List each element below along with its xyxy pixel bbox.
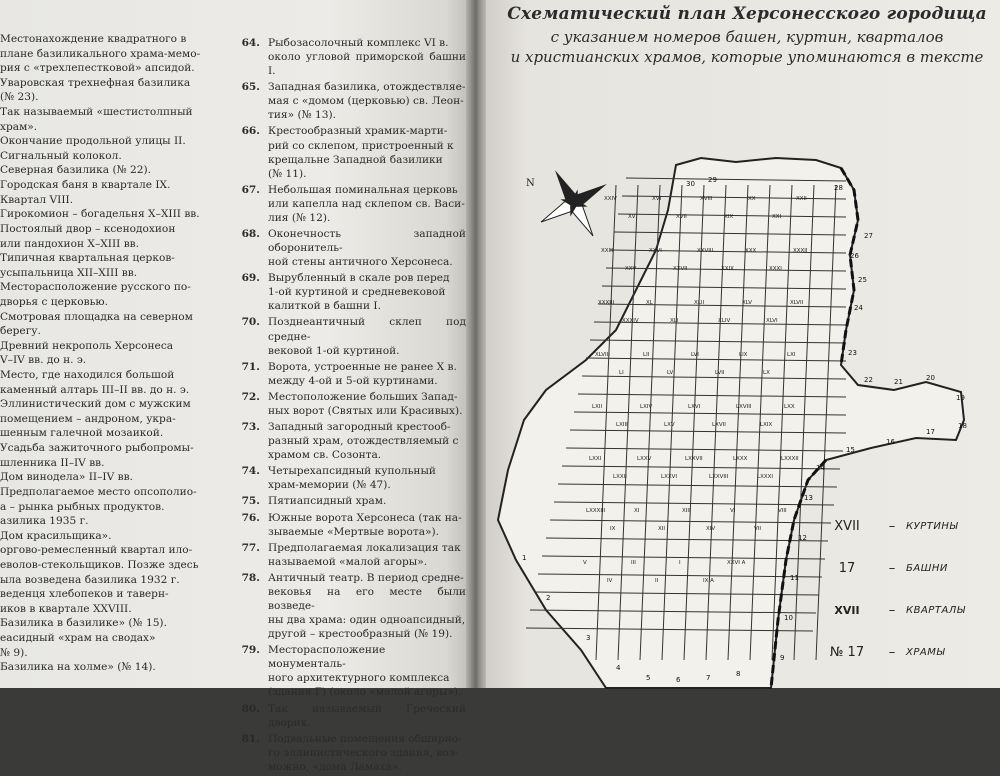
tower-number: 20: [926, 374, 935, 382]
block-label: LXX: [784, 404, 795, 410]
block-label: LXIII: [616, 422, 628, 428]
block-label: XVIII: [700, 196, 713, 202]
legend-symbol: XVII: [834, 518, 860, 534]
block-label: XIII: [682, 508, 691, 514]
text-line: Дом винодела» II–IV вв.: [0, 471, 133, 484]
list-item-text: Небольшая поминальная церковь или капелла над склепом св. Васи- лия (№ 12).: [268, 183, 465, 224]
legend-dash: –: [888, 560, 896, 576]
tower-number: 13: [804, 494, 813, 502]
legend-dash: –: [888, 602, 896, 618]
tower-number: 11: [790, 574, 799, 582]
text-line: усыпальница XII–XIII вв.: [0, 266, 138, 279]
text-line: или пандохион X–XIII вв.: [0, 237, 139, 250]
block-label: XXVIII: [697, 248, 714, 254]
list-item-text: Подвальные помещения обширно- го эллинистического здания, воз- можно, «дома Ламаха».: [268, 732, 462, 773]
list-item: [222, 271, 466, 313]
list-item-number: 72.: [241, 390, 260, 403]
text-line: Место, где находился большой: [0, 369, 175, 382]
left-column-continuation: [0, 32, 201, 675]
text-line: орговo-ремесленный квартал ило-: [0, 544, 193, 557]
tower-number: 24: [854, 304, 863, 312]
map-legend: [816, 505, 996, 673]
tower-number: 16: [886, 438, 895, 446]
block-label: LXXVI: [661, 474, 677, 480]
list-item-number: 70.: [241, 316, 260, 329]
text-line: рия с «трехлепестковой» апсидой.: [0, 62, 195, 75]
text-line: V–IV вв. до н. э.: [0, 354, 87, 367]
block-label: LIX: [739, 352, 748, 358]
list-item-text: Западная базилика, отождествляе- мая с «домом (церковью) св. Леон- тия» (№ 13).: [268, 81, 466, 122]
block-label: LXXXII: [781, 456, 799, 462]
left-column-numbered-list: [222, 36, 466, 776]
block-label: XVI: [652, 196, 662, 202]
block-label: XIV: [706, 526, 716, 532]
list-item-text: Рыбозасолочный комплекс VI в. около угловой приморской башни I.: [268, 37, 466, 78]
block-label: LXV: [664, 422, 675, 428]
block-label: LXXII: [613, 474, 627, 480]
block-label: XXVI: [649, 248, 662, 254]
text-line: каменный алтарь III–II вв. до н. э.: [0, 383, 190, 396]
tower-number: 3: [586, 634, 591, 642]
block-label: XXX: [745, 248, 757, 254]
block-label: LXIV: [640, 404, 653, 410]
block-label: LI: [619, 370, 624, 376]
block-label: LV: [667, 370, 674, 376]
block-label: LXXI: [589, 456, 602, 462]
list-item-text: Четырехапсидный купольный храм-мемории (№ 47).: [268, 465, 436, 492]
block-label: XXXIV: [622, 318, 639, 324]
tower-number: 14: [816, 464, 825, 472]
text-line: веденця хлебопеков и таверн-: [0, 588, 169, 601]
block-label: VI: [730, 508, 736, 514]
text-line: Так называемый «шестистолпный: [0, 106, 193, 119]
block-label: XL: [646, 300, 653, 306]
text-line: Базилика в базилике» (№ 15).: [0, 617, 167, 630]
text-line: еволов-стекольщиков. Позже здесь: [0, 558, 199, 571]
text-line: ыла возведена базилика 1932 г.: [0, 573, 180, 586]
text-line: Эллинистический дом с мужским: [0, 398, 191, 411]
text-line: дворья с церковью.: [0, 295, 108, 308]
text-line: азилика 1935 г.: [0, 515, 89, 528]
tower-number: 8: [736, 670, 741, 678]
list-item-text: Крестообразный храмик-марти- рий со склепом, пристроенный к крещальне Западной базилики (№ 11).: [268, 125, 454, 180]
block-label: LXXXIII: [586, 508, 606, 514]
text-line: Типичная квартальная церков-: [0, 252, 175, 265]
tower-number: 4: [616, 664, 621, 672]
list-item: [222, 541, 466, 569]
block-label: XX: [748, 196, 756, 202]
block-label: LXIX: [760, 422, 773, 428]
text-line: а – рынка рыбных продуктов.: [0, 500, 165, 513]
legend-dash: –: [888, 644, 896, 660]
block-label: LXVIII: [736, 404, 752, 410]
block-label: XLII: [694, 300, 705, 306]
block-label: LXXXI: [757, 474, 773, 480]
right-page: [486, 0, 1000, 688]
list-item-number: 73.: [241, 421, 260, 434]
list-item-number: 78.: [241, 571, 260, 584]
block-label: XXIX: [721, 266, 734, 272]
tower-number: 18: [958, 422, 967, 430]
tower-number: 22: [864, 376, 873, 384]
block-label: LXXVIII: [709, 474, 729, 480]
tower-number: 19: [956, 394, 965, 402]
block-label: LXII: [592, 404, 603, 410]
block-label: VII: [754, 526, 762, 532]
list-item-number: 65.: [241, 81, 260, 94]
list-item-number: 66.: [241, 125, 260, 138]
text-line: шенным галечной мозаикой.: [0, 427, 164, 440]
tower-number: 2: [546, 594, 551, 602]
list-item-number: 68.: [241, 228, 260, 241]
list-item: [222, 571, 466, 641]
list-item-number: 76.: [241, 511, 260, 524]
text-line: Гирокомион – богадельня X–XIII вв.: [0, 208, 200, 221]
legend-symbol: № 17: [829, 644, 865, 660]
list-item-number: 77.: [241, 541, 260, 554]
block-label: XXXII: [793, 248, 808, 254]
list-item-number: 64.: [241, 37, 260, 49]
list-item-text: Так называемый Греческий дворик.: [268, 702, 466, 729]
list-item: [222, 420, 466, 462]
block-label: LXVI: [688, 404, 701, 410]
text-line: Древний некрополь Херсонеса: [0, 339, 174, 352]
block-label: LX: [763, 370, 770, 376]
list-item-number: 75.: [241, 495, 260, 508]
list-item-text: Вырубленный в скале ров перед 1-ой куртиной и средневековой калиткой в башни I.: [268, 272, 450, 313]
block-label: XLIV: [718, 318, 731, 324]
block-label: XXIV: [604, 196, 617, 202]
tower-number: 15: [846, 446, 855, 454]
block-label: XLVI: [766, 318, 778, 324]
block-label: XV: [628, 214, 636, 220]
map-title-line-1: Схематический план Херсонесского городища: [507, 4, 987, 24]
block-label: LXVII: [712, 422, 726, 428]
list-item-number: 81.: [241, 732, 260, 745]
legend-symbol: 17: [838, 560, 856, 576]
map-title-line-2: с указанием номеров башен, куртин, кварталов: [550, 28, 944, 46]
block-label: XLI: [670, 318, 679, 324]
text-line: Сигнальный колокол.: [0, 149, 122, 162]
text-line: Постоялый двор – ксенодохион: [0, 222, 176, 235]
block-label: LXXX: [733, 456, 748, 462]
block-label: XII: [658, 526, 666, 532]
tower-number: 27: [864, 232, 873, 240]
block-label: XLV: [742, 300, 752, 306]
list-item: [222, 732, 466, 774]
text-line: Месторасположение русского по-: [0, 281, 191, 294]
text-line: иков в квартале XXVIII.: [0, 602, 132, 615]
compass-rose-icon: [522, 151, 626, 255]
block-label: XIX: [724, 214, 734, 220]
text-line: Уваровская трехнефная базилика: [0, 76, 191, 89]
block-label: III: [631, 560, 636, 566]
text-line: № 9).: [0, 646, 28, 659]
text-line: берегу.: [0, 325, 41, 338]
block-label: XVII: [676, 214, 687, 220]
block-label: XXVI A: [727, 560, 746, 566]
legend-dash: –: [888, 518, 896, 534]
block-label: XLVII: [790, 300, 804, 306]
block-label: XXV: [625, 266, 637, 272]
legend-label: БАШНИ: [906, 562, 948, 574]
list-item-number: 69.: [241, 272, 260, 285]
block-label: LXXVII: [685, 456, 703, 462]
block-label: V: [583, 560, 587, 566]
block-label: XLVIII: [595, 352, 610, 358]
list-item: [222, 183, 466, 225]
tower-number: 30: [686, 180, 695, 188]
tower-number: 29: [708, 176, 717, 184]
list-item-number: 80.: [241, 702, 260, 715]
list-item: [222, 124, 466, 180]
tower-number: 28: [834, 184, 843, 192]
list-item: [222, 80, 466, 122]
text-line: (№ 23).: [0, 91, 39, 104]
text-line: помещением – андроном, укра-: [0, 412, 176, 425]
tower-number: 12: [798, 534, 807, 542]
block-label: VIII: [778, 508, 787, 514]
list-item-text: Оконечность западной оборонитель- ной стены античного Херсонеса.: [268, 228, 466, 269]
legend-label: ХРАМЫ: [906, 646, 946, 658]
block-label: XXIII: [601, 248, 614, 254]
list-item-text: Местоположение больших Запад- ных ворот (Святых или Красивых).: [268, 390, 463, 417]
list-item-text: Южные ворота Херсонеса (так на- зываемые «Мертвые ворота»).: [268, 511, 462, 538]
legend-row-churches: [816, 631, 996, 673]
block-label: XXVII: [673, 266, 688, 272]
block-label: XXXI: [769, 266, 782, 272]
list-item: [222, 511, 466, 539]
block-label: I: [679, 560, 681, 566]
block-label: IX: [610, 526, 616, 532]
tower-number: 17: [926, 428, 935, 436]
list-item: [222, 227, 466, 269]
block-label: IX A: [703, 578, 714, 584]
text-line: Окончание продольной улицы II.: [0, 135, 186, 148]
list-item-text: Западный загородный крестооб- разный храм, отождествляемый с храмом св. Созонта.: [268, 421, 459, 462]
list-item: [222, 360, 466, 388]
book-gutter: [466, 0, 488, 688]
list-item: [222, 702, 466, 730]
text-line: шленника II–IV вв.: [0, 456, 105, 469]
legend-row-towers: [816, 547, 996, 589]
legend-symbol: XVII: [834, 603, 860, 617]
tower-number: 21: [894, 378, 903, 386]
list-item: [222, 390, 466, 418]
list-item-text: Пятиапсидный храм.: [268, 495, 387, 508]
list-item-text: Античный театр. В период средне- вековья на его месте были возведе- ны два храма: один одноапсидный, другой – крестообразный (№ 19).: [268, 571, 466, 641]
block-label: LVII: [715, 370, 725, 376]
text-line: Городская баня в квартале IX.: [0, 179, 171, 192]
text-line: храм».: [0, 120, 38, 133]
list-item-text: Предполагаемая локализация так называемой «малой агоры».: [268, 541, 461, 568]
tower-number: 9: [780, 654, 785, 662]
block-label: IV: [607, 578, 613, 584]
legend-row-blocks: [816, 589, 996, 631]
tower-number: 7: [706, 674, 711, 682]
block-label: II: [655, 578, 659, 584]
block-label: XXII: [796, 196, 807, 202]
block-label: LXXV: [637, 456, 652, 462]
block-label: LII: [643, 352, 650, 358]
text-line: Квартал VIII.: [0, 193, 74, 206]
block-label: XI: [634, 508, 640, 514]
map-title-line-3: и христианских храмов, которые упоминаются в тексте: [510, 48, 984, 66]
tower-number: 1: [522, 554, 527, 562]
list-item-number: 71.: [241, 360, 260, 373]
text-line: еасидный «храм на сводах»: [0, 631, 156, 644]
tower-number: 6: [676, 676, 681, 684]
tower-number: 10: [784, 614, 793, 622]
text-line: Местонахождение квадратного в: [0, 33, 187, 45]
legend-label: КВАРТАЛЫ: [906, 604, 966, 616]
text-line: Дом красильщика».: [0, 529, 112, 542]
text-line: плане базиликального храма-мемо-: [0, 47, 201, 60]
text-line: Усадьба зажиточного рыбопромы-: [0, 442, 194, 455]
block-label: XXI: [772, 214, 782, 220]
text-line: Предполагаемое место опсополио-: [0, 485, 197, 498]
list-item: [222, 36, 466, 78]
block-label: XXXIII: [598, 300, 615, 306]
tower-number: 23: [848, 349, 857, 357]
list-item: [222, 464, 466, 492]
list-item: [222, 494, 466, 508]
list-item-text: Позднеантичный склеп под средне- вековой 1-ой куртиной.: [268, 316, 466, 357]
text-line: Базилика на холме» (№ 14).: [0, 661, 156, 674]
block-label: LVI: [691, 352, 699, 358]
tower-number: 25: [858, 276, 867, 284]
list-item-text: Месторасположение монументаль- ного архитектурного комплекса (здания Г) (около «малой агоры»).: [268, 644, 462, 699]
list-item-text: Ворота, устроенные не ранее X в. между 4-ой и 5-ой куртинами.: [268, 360, 457, 387]
block-label: LXI: [787, 352, 796, 358]
tower-number: 5: [646, 674, 651, 682]
list-item-number: 79.: [241, 644, 260, 657]
text-line: Смотровая площадка на северном: [0, 310, 193, 323]
list-item-number: 74.: [241, 465, 260, 478]
compass-north-label: N: [526, 178, 535, 189]
legend-label: КУРТИНЫ: [906, 520, 959, 532]
list-item: [222, 315, 466, 357]
text-line: Северная базилика (№ 22).: [0, 164, 151, 177]
list-item: [222, 643, 466, 699]
tower-number: 26: [850, 252, 859, 260]
list-item-number: 67.: [241, 183, 260, 196]
legend-row-curtains: [816, 505, 996, 547]
left-page: [0, 0, 470, 773]
